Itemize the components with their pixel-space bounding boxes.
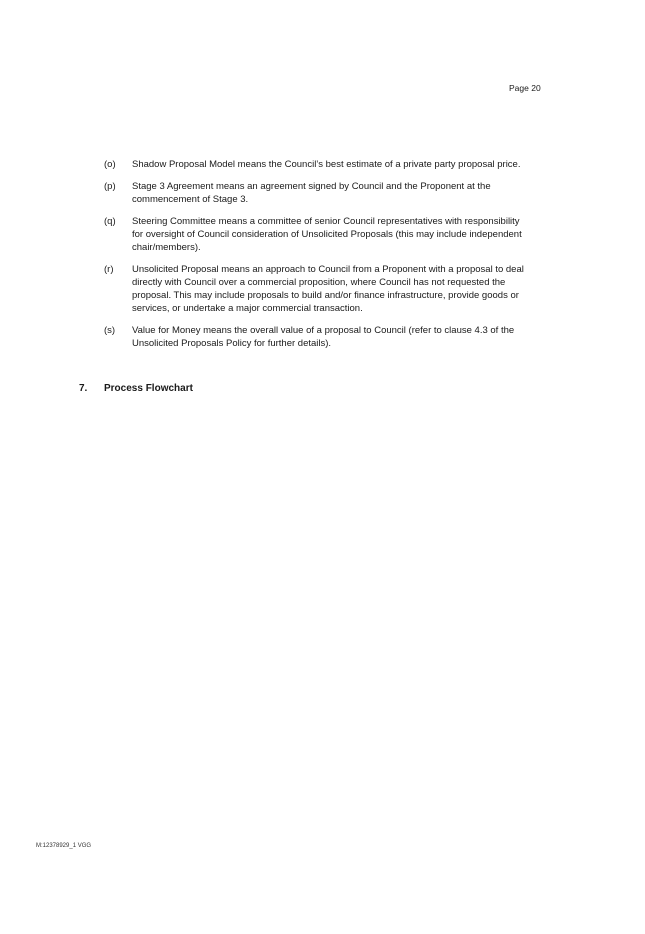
section-heading	[79, 382, 193, 395]
definition-item-p	[104, 180, 544, 206]
definition-item-q	[104, 215, 544, 254]
page-number: Page 20	[509, 83, 541, 93]
definition-text: Value for Money means the overall value of a proposal to Council (refer to clause 4.3 of the Unsolicited Proposals Policy for further details).	[132, 325, 515, 349]
definition-letter: (s)	[104, 325, 116, 336]
definition-text: Stage 3 Agreement means an agreement signed by Council and the Proponent at the commencement of Stage 3.	[132, 181, 491, 205]
definition-letter: (o)	[104, 159, 116, 170]
section-title: Process Flowchart	[104, 383, 193, 394]
section-number: 7.	[79, 383, 88, 394]
definition-text: Unsolicited Proposal means an approach to Council from a Proponent with a proposal to deal directly with Council over a commercial proposition, where Council has not requested the proposal. This may include proposals to build and/or finance infrastructure, provide goods or services, or undertake a major commercial transaction.	[132, 264, 524, 314]
definition-letter: (p)	[104, 181, 116, 192]
definition-letter: (r)	[104, 264, 114, 275]
definition-text: Steering Committee means a committee of senior Council representatives with responsibility for oversight of Council consideration of Unsolicited Proposals (this may include independent chair/members).	[132, 216, 522, 253]
definitions-list	[104, 158, 544, 359]
definition-item-s	[104, 324, 544, 350]
document-reference: M:12378929_1 VGG	[36, 843, 92, 849]
definition-item-r	[104, 263, 544, 315]
definition-item-o	[104, 158, 544, 171]
definition-text: Shadow Proposal Model means the Council’s best estimate of a private party proposal price.	[132, 159, 521, 170]
definition-letter: (q)	[104, 216, 116, 227]
